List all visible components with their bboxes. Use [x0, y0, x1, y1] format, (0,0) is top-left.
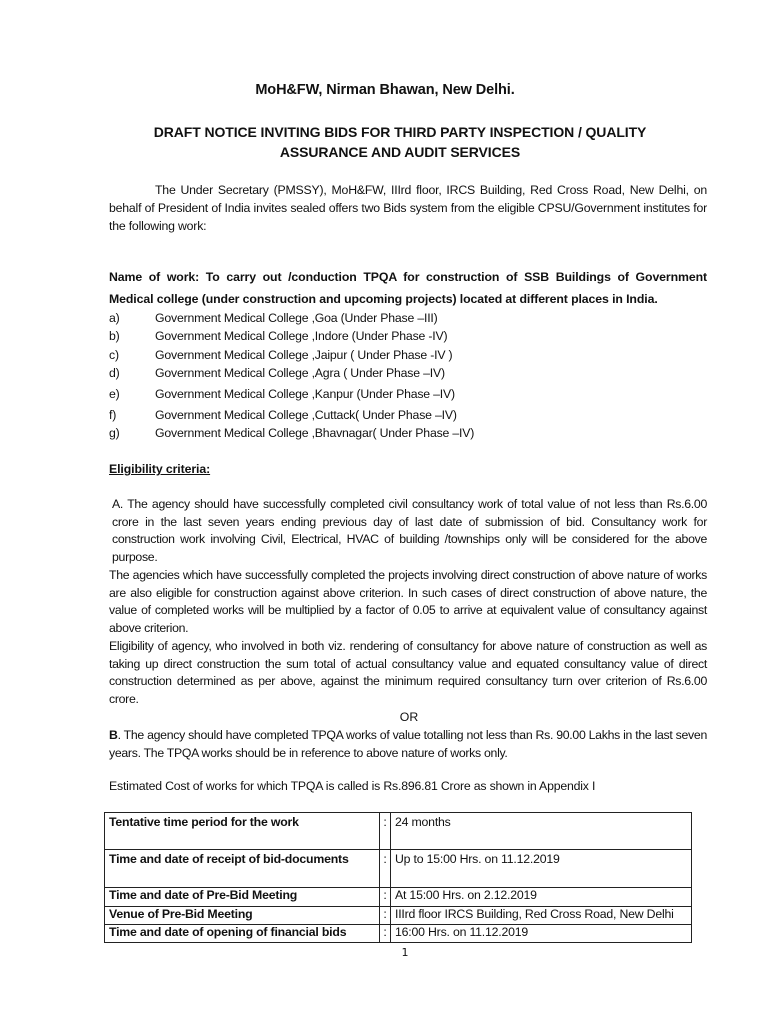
list-item-text: Government Medical College ,Kanpur (Under Phase –IV)	[155, 387, 455, 401]
table-colon: :	[380, 925, 391, 943]
table-value: At 15:00 Hrs. on 2.12.2019	[391, 888, 692, 907]
table-label: Venue of Pre-Bid Meeting	[105, 907, 380, 925]
list-item-text: Government Medical College ,Agra ( Under Phase –IV)	[155, 366, 445, 380]
table-colon: :	[380, 850, 391, 888]
table-row	[105, 813, 692, 850]
table-row	[105, 888, 692, 907]
table-row	[105, 925, 692, 943]
table-label: Time and date of opening of financial bids	[105, 925, 380, 943]
table-colon: :	[380, 813, 391, 850]
table-row	[105, 850, 692, 888]
list-item-letter: c)	[109, 348, 119, 362]
table-label: Tentative time period for the work	[105, 813, 380, 850]
criterion-b	[109, 727, 707, 762]
eligibility-heading: Eligibility criteria:	[109, 462, 211, 476]
list-item-letter: f)	[109, 408, 117, 422]
list-item-text: Government Medical College ,Goa (Under Phase –III)	[155, 311, 438, 325]
table-label: Time and date of receipt of bid-documents	[105, 850, 380, 888]
estimated-cost: Estimated Cost of works for which TPQA is called is Rs.896.81 Crore as shown in Appendix I	[109, 779, 596, 793]
table-row	[105, 907, 692, 925]
table-colon: :	[380, 907, 391, 925]
criterion-b-label: B	[109, 728, 118, 742]
direct-construction-paragraph: The agencies which have successfully completed the projects involving direct construction of above nature of works are also eligible for construction against above criterion. In such cases of direct construction of above nature, the value of completed works will be multiplied by a factor of 0.05 to arrive at equivalent value of consultancy against above criterion.	[109, 568, 707, 635]
criterion-a: A. The agency should have successfully completed civil consultancy work of total value of not less than Rs.6.00 crore in the last seven years ending previous day of last date of submission of bid. Consultancy work for construction work involving Civil, Electrical, HVAC of building /townships only will be considered for the above purpose.	[112, 497, 707, 564]
office-heading: MoH&FW, Nirman Bhawan, New Delhi.	[255, 82, 515, 98]
list-item-letter: b)	[109, 329, 120, 343]
name-of-work: Name of work: To carry out /conduction TPQA for construction of SSB Buildings of Government Medical college (under construction and upcoming projects) located at different places in India.	[109, 270, 707, 306]
criterion-b-text: . The agency should have completed TPQA works of value totalling not less than Rs. 90.00 Lakhs in the last seven years. The TPQA works should be in reference to above nature of works only.	[109, 728, 707, 760]
list-item-letter: a)	[109, 311, 120, 325]
bid-details-table	[104, 812, 692, 943]
agency-eligibility-paragraph: Eligibility of agency, who involved in both viz. rendering of consultancy for above nature of construction as well as taking up direct construction the sum total of actual consultancy value and equated consultancy value of direct construction determined as per above, against the minimum required consultancy turn over criterion of Rs.6.00 crore.	[109, 639, 707, 706]
table-value: IIIrd floor IRCS Building, Red Cross Road, New Delhi	[391, 907, 692, 925]
list-item-text: Government Medical College ,Cuttack( Under Phase –IV)	[155, 408, 457, 422]
list-item-text: Government Medical College ,Indore (Under Phase -IV)	[155, 329, 448, 343]
list-item-text: Government Medical College ,Jaipur ( Under Phase -IV )	[155, 348, 453, 362]
table-value: 24 months	[391, 813, 692, 850]
list-item-letter: g)	[109, 426, 120, 440]
table-label: Time and date of Pre-Bid Meeting	[105, 888, 380, 907]
table-value: 16:00 Hrs. on 11.12.2019	[391, 925, 692, 943]
page-number: 1	[401, 946, 409, 959]
or-separator: OR	[399, 710, 419, 724]
list-item-text: Government Medical College ,Bhavnagar( Under Phase –IV)	[155, 426, 475, 440]
notice-title: DRAFT NOTICE INVITING BIDS FOR THIRD PARTY INSPECTION / QUALITY ASSURANCE AND AUDIT SERVICES	[153, 124, 647, 160]
list-item-letter: e)	[109, 387, 120, 401]
table-value: Up to 15:00 Hrs. on 11.12.2019	[391, 850, 692, 888]
table-colon: :	[380, 888, 391, 907]
intro-paragraph: The Under Secretary (PMSSY), MoH&FW, IIIrd floor, IRCS Building, Red Cross Road, New Delhi, on behalf of President of India invites sealed offers two Bids system from the eligible CPSU/Government institutes for the following work:	[109, 183, 707, 233]
list-item-letter: d)	[109, 366, 120, 380]
